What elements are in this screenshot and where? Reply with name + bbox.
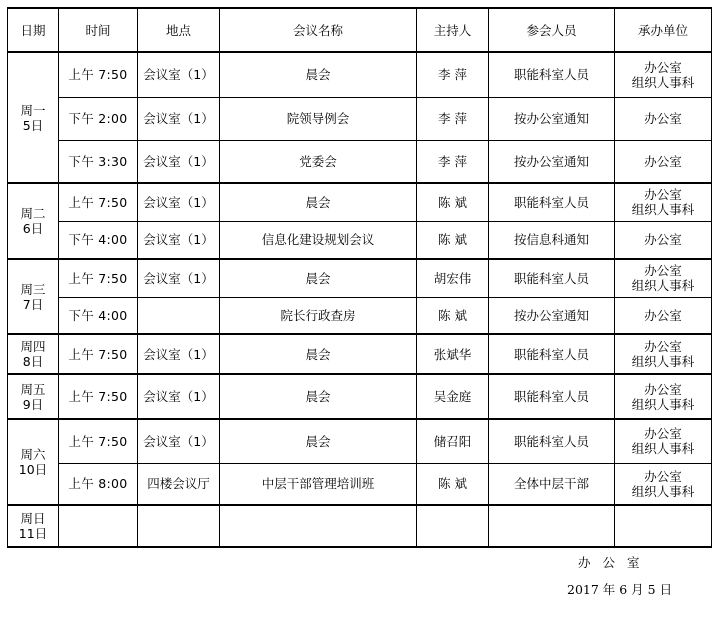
meeting-attendees: 职能科室人员 — [489, 374, 615, 419]
meeting-host: 陈 斌 — [417, 463, 489, 505]
meeting-name: 院长行政查房 — [220, 297, 417, 334]
meeting-time: 下午 4:00 — [59, 221, 138, 259]
meeting-name: 晨会 — [220, 259, 417, 297]
meeting-time — [59, 505, 138, 547]
day-date-cell: 周二 6日 — [8, 183, 59, 259]
meeting-name: 中层干部管理培训班 — [220, 463, 417, 505]
meeting-organizer: 办公室 组织人事科 — [615, 374, 712, 419]
meeting-organizer: 办公室 组织人事科 — [615, 183, 712, 221]
meeting-host: 李 萍 — [417, 52, 489, 97]
meeting-place: 会议室（1） — [138, 183, 220, 221]
meeting-name: 晨会 — [220, 334, 417, 374]
day-date-cell: 周日 11日 — [8, 505, 59, 547]
meeting-host: 陈 斌 — [417, 183, 489, 221]
day-date-cell: 周一 5日 — [8, 52, 59, 183]
day-date-cell: 周三 7日 — [8, 259, 59, 334]
meeting-attendees: 按信息科通知 — [489, 221, 615, 259]
meeting-time: 上午 7:50 — [59, 419, 138, 463]
header-host: 主持人 — [417, 8, 489, 52]
table-row — [8, 52, 712, 97]
meeting-attendees: 按办公室通知 — [489, 140, 615, 183]
meeting-host — [417, 505, 489, 547]
table-row — [8, 374, 712, 419]
meeting-host: 李 萍 — [417, 140, 489, 183]
meeting-host: 陈 斌 — [417, 221, 489, 259]
meeting-host: 吴金庭 — [417, 374, 489, 419]
meeting-place: 会议室（1） — [138, 419, 220, 463]
table-row — [8, 183, 712, 221]
meeting-organizer: 办公室 — [615, 297, 712, 334]
meeting-place: 会议室（1） — [138, 97, 220, 140]
meeting-place: 会议室（1） — [138, 140, 220, 183]
meeting-name: 晨会 — [220, 183, 417, 221]
header-meeting-name: 会议名称 — [220, 8, 417, 52]
day-date-cell: 周六 10日 — [8, 419, 59, 505]
meeting-attendees: 职能科室人员 — [489, 183, 615, 221]
table-row — [8, 221, 712, 259]
header-row — [8, 8, 712, 52]
meeting-attendees: 全体中层干部 — [489, 463, 615, 505]
meeting-host: 陈 斌 — [417, 297, 489, 334]
header-place: 地点 — [138, 8, 220, 52]
meeting-organizer: 办公室 组织人事科 — [615, 334, 712, 374]
header-attendees: 参会人员 — [489, 8, 615, 52]
meeting-time: 上午 7:50 — [59, 52, 138, 97]
table-row — [8, 140, 712, 183]
meeting-host: 胡宏伟 — [417, 259, 489, 297]
meeting-place: 会议室（1） — [138, 374, 220, 419]
day-date-cell: 周五 9日 — [8, 374, 59, 419]
table-row — [8, 259, 712, 297]
meeting-host: 李 萍 — [417, 97, 489, 140]
meeting-attendees: 职能科室人员 — [489, 419, 615, 463]
meeting-place — [138, 297, 220, 334]
meeting-attendees: 按办公室通知 — [489, 97, 615, 140]
meeting-place: 会议室（1） — [138, 334, 220, 374]
meeting-time: 上午 7:50 — [59, 334, 138, 374]
table-row — [8, 97, 712, 140]
header-organizer: 承办单位 — [615, 8, 712, 52]
day-date-cell: 周四 8日 — [8, 334, 59, 374]
meeting-organizer: 办公室 — [615, 140, 712, 183]
footer-office: 办公室 — [578, 555, 652, 570]
table-row — [8, 297, 712, 334]
meeting-organizer: 办公室 组织人事科 — [615, 463, 712, 505]
meeting-schedule-table — [7, 7, 712, 548]
meeting-name: 晨会 — [220, 419, 417, 463]
meeting-time: 上午 7:50 — [59, 374, 138, 419]
table-row — [8, 505, 712, 547]
meeting-host: 张斌华 — [417, 334, 489, 374]
meeting-name: 院领导例会 — [220, 97, 417, 140]
meeting-place: 会议室（1） — [138, 221, 220, 259]
meeting-name — [220, 505, 417, 547]
meeting-time: 下午 4:00 — [59, 297, 138, 334]
meeting-place: 会议室（1） — [138, 52, 220, 97]
meeting-host: 储召阳 — [417, 419, 489, 463]
meeting-name: 晨会 — [220, 52, 417, 97]
meeting-place — [138, 505, 220, 547]
meeting-time: 上午 8:00 — [59, 463, 138, 505]
table-row — [8, 419, 712, 463]
header-date: 日期 — [8, 8, 59, 52]
header-time: 时间 — [59, 8, 138, 52]
meeting-attendees — [489, 505, 615, 547]
meeting-organizer: 办公室 组织人事科 — [615, 419, 712, 463]
table-row — [8, 334, 712, 374]
meeting-name: 信息化建设规划会议 — [220, 221, 417, 259]
meeting-organizer: 办公室 组织人事科 — [615, 259, 712, 297]
meeting-time: 上午 7:50 — [59, 259, 138, 297]
meeting-organizer: 办公室 — [615, 221, 712, 259]
meeting-organizer — [615, 505, 712, 547]
meeting-name: 党委会 — [220, 140, 417, 183]
table-row — [8, 463, 712, 505]
meeting-place: 四楼会议厅 — [138, 463, 220, 505]
meeting-time: 上午 7:50 — [59, 183, 138, 221]
meeting-organizer: 办公室 组织人事科 — [615, 52, 712, 97]
meeting-attendees: 职能科室人员 — [489, 334, 615, 374]
meeting-organizer: 办公室 — [615, 97, 712, 140]
meeting-attendees: 职能科室人员 — [489, 52, 615, 97]
meeting-attendees: 职能科室人员 — [489, 259, 615, 297]
meeting-time: 下午 3:30 — [59, 140, 138, 183]
meeting-time: 下午 2:00 — [59, 97, 138, 140]
meeting-attendees: 按办公室通知 — [489, 297, 615, 334]
meeting-name: 晨会 — [220, 374, 417, 419]
meeting-place: 会议室（1） — [138, 259, 220, 297]
footer-date: 2017 年 6 月 5 日 — [567, 582, 673, 597]
